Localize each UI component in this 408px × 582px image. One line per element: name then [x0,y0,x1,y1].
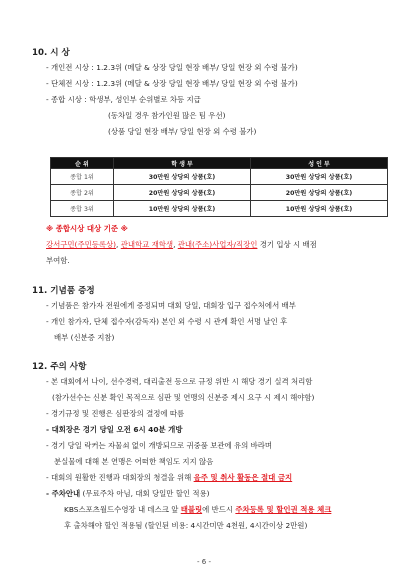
criteria-title: ※ 종합시상 대상 기준 ※ [46,224,128,233]
parking-label: - 주차안내 [46,489,81,498]
rank-cell: 종합 3위 [51,201,114,217]
adult-prize-cell: 30만원 상당의 상품(호) [251,169,388,185]
adult-prize-cell: 20만원 상당의 상품(호) [251,185,388,201]
individual-award-line: - 개인전 시상 : 1.2.3위 (메달 & 상장 당일 현장 배부/ 당일 현장 외 수령 불가) [46,63,298,72]
student-prize-cell: 10만원 상당의 상품(호) [114,201,251,217]
header-rank: 순 위 [51,158,114,169]
tablet-highlight: 태블릿 [180,505,203,514]
student-prize-cell: 30만원 상당의 상품(호) [114,169,251,185]
table-row [51,185,388,201]
criteria-item-residents: 강서구민(주민등록상) [46,240,117,249]
adult-prize-cell: 10만원 상당의 상품(호) [251,201,388,217]
prize-table-header [51,158,388,169]
caution-line-5: - 경기 당일 락커는 자물쇠 없이 개방되므로 귀중품 보관에 유의 바라며 [46,441,273,450]
parking-note: (무료주차 아님, 대회 당일만 할인 적용) [80,489,210,498]
page-number: - 6 - [197,558,211,566]
rank-cell: 종합 1위 [51,169,114,185]
parking-detail-line-1 [64,504,331,515]
table-row [51,201,388,217]
parking-registration-highlight: 주차등록 및 할인권 적용 체크 [235,505,332,514]
caution-line-2: (참가선수는 신분 확인 목적으로 심판 및 연맹의 신분증 제시 요구 시 제시 해야함) [52,393,315,402]
header-student: 학 생 부 [114,158,251,169]
caution-line-7 [46,472,292,483]
souvenir-line-1: - 기념품은 참가자 전원에게 증정되며 대회 당일, 대회장 입구 접수처에서 배부 [46,301,296,310]
criteria-separator: , [116,240,121,249]
parking-detail-line-2: 후 출차해야 할인 적용됨 (할인된 비용: 4시간미만 4천원, 4시간이상 2만원) [64,521,308,530]
criteria-item-workers: 관내(주소)사업자/직장인 [177,240,258,249]
table-row [51,169,388,185]
prize-distribution-line: (상품 당일 현장 배부/ 당일 현장 외 수령 불가) [108,127,257,136]
caution-line-4: - 대회장은 경기 당일 오전 6시 40분 개방 [46,425,183,434]
parking-detail-text-2: 에 반드시 [202,505,236,514]
rank-cell: 종합 2위 [51,185,114,201]
caution-line-3: - 경기규정 및 진행은 심판장의 결정에 따름 [46,409,185,418]
student-prize-cell: 20만원 상당의 상품(호) [114,185,251,201]
team-award-line: - 단체전 시상 : 1.2.3위 (메달 & 상장 당일 현장 배부/ 당일 현장 외 수령 불가) [46,79,298,88]
prize-table [50,157,388,217]
caution-line-7-text: - 대회의 원활한 진행과 대회장의 청결을 위해 [46,473,194,482]
souvenir-line-3: 배부 (신분증 지참) [54,333,115,342]
section-11-heading: 11. 기념품 증정 [32,286,95,296]
criteria-item-students: 관내학교 재학생 [120,240,174,249]
no-alcohol-cooking-notice: 음주 및 취사 활동은 절대 금지 [193,473,293,482]
caution-line-1: - 본 대회에서 나이, 선수경력, 대리출전 등으로 규정 위반 시 해당 경기 실격 처리함 [46,377,313,386]
parking-detail-text: KBS스포츠월드수영장 내 데스크 앞 [64,505,181,514]
criteria-separator: , [173,240,178,249]
section-12-heading: 12. 주의 사항 [32,362,87,372]
criteria-line [46,239,317,250]
header-adult: 성 인 부 [251,158,388,169]
criteria-line-2: 부여함. [46,256,70,265]
caution-line-6: 분실물에 대해 본 연맹은 어떠한 책임도 지지 않음 [54,457,214,466]
overall-award-line: - 종합 시상 : 학생부, 성인부 순위별로 차등 지급 [46,95,201,104]
tie-rule-line: (동차일 경우 참가인원 많은 팀 우선) [108,111,226,120]
section-10-heading: 10. 시 상 [32,48,70,58]
parking-line [46,488,210,499]
criteria-rest: 경기 입상 시 배점 [257,240,317,249]
souvenir-line-2: - 개인 참가자, 단체 접수자(감독자) 본인 외 수령 시 관계 확인 서명 날인 후 [46,317,288,326]
